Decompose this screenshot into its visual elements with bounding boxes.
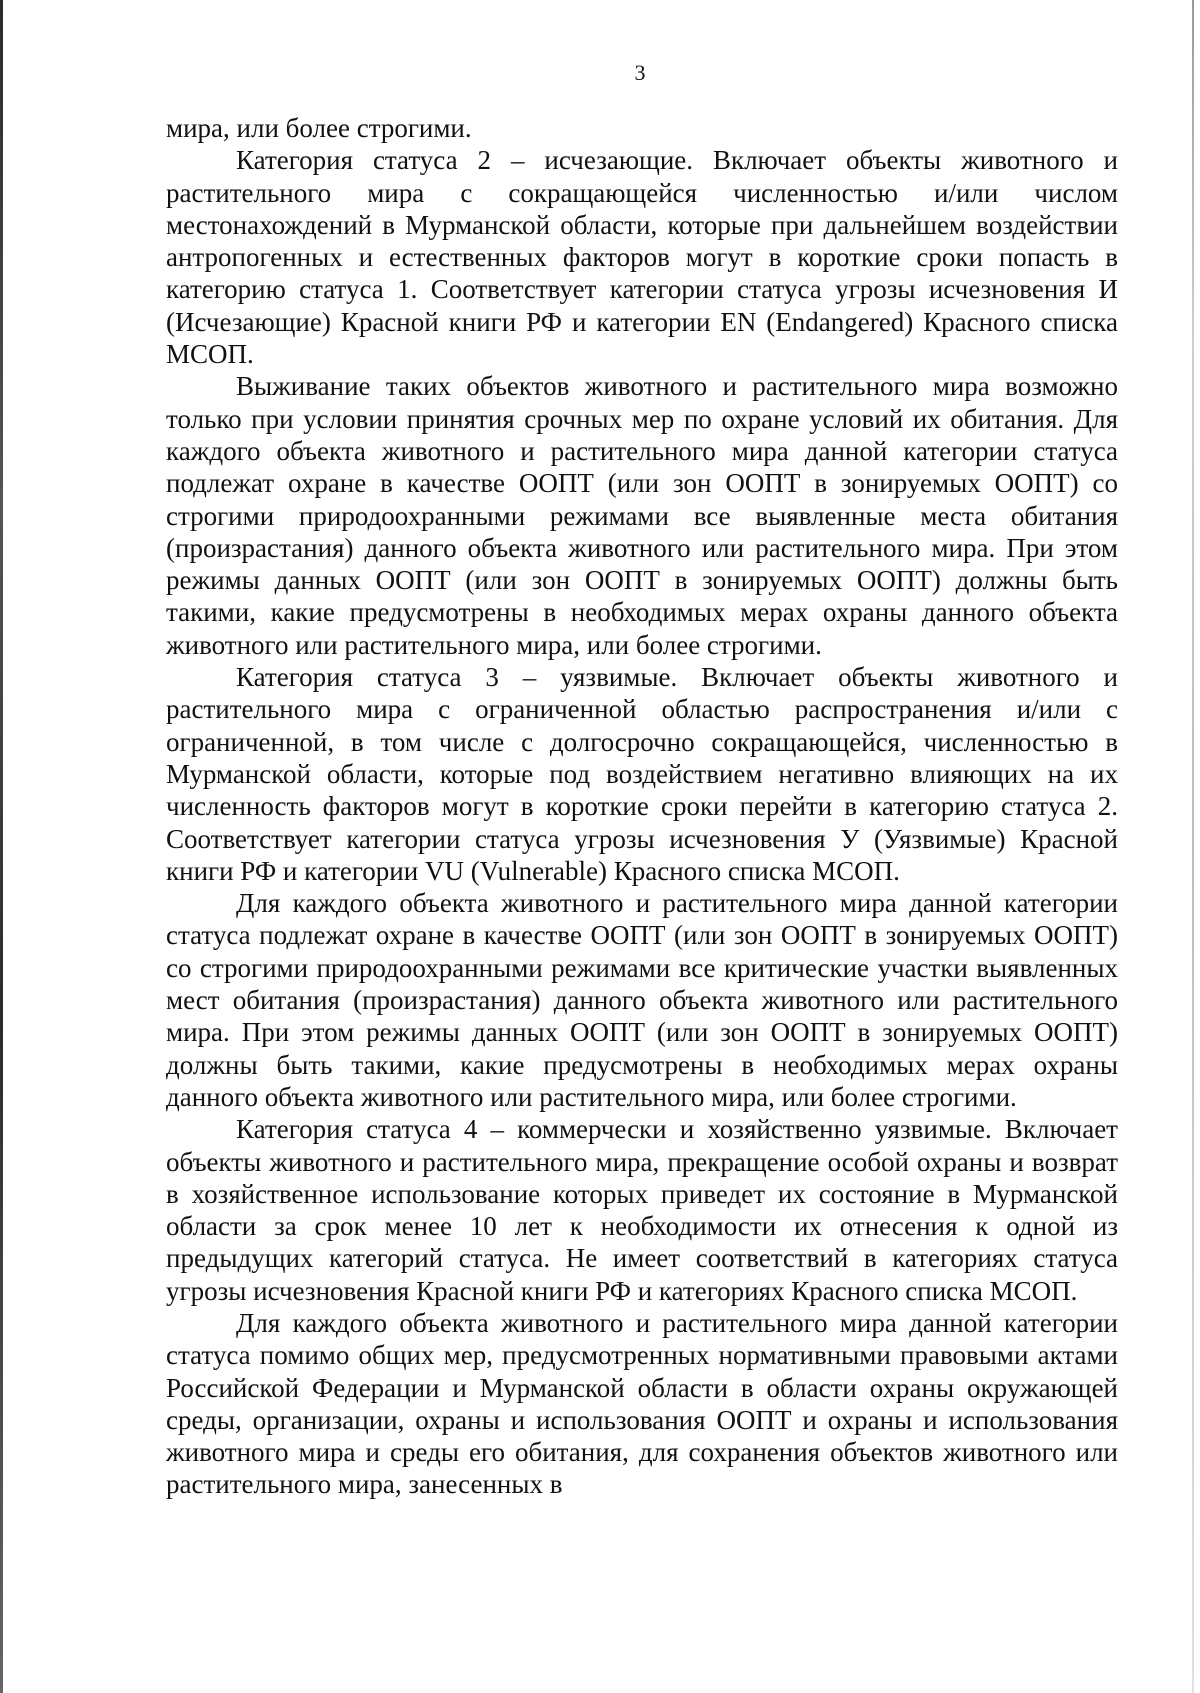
paragraph: Категория статуса 2 – исчезающие. Включает объекты животного и растительного мира с сокращающейся численностью и/или числом местонахождений в Мурманской области, которые при дальнейшем воздействии антропогенных и естественных факторов могут в короткие сроки попасть в категорию статуса 1. Соответствует категории статуса угрозы исчезновения И (Исчезающие) Красной книги РФ и категории EN (Endangered) Красного списка МСОП. bbox=[166, 145, 1118, 370]
document-body bbox=[166, 112, 1118, 1501]
paragraph: Для каждого объекта животного и растительного мира данной категории статуса подлежат охране в качестве ООПТ (или зон ООПТ в зонируемых ООПТ) со строгими природоохранными режимами все критические участки выявленных мест обитания (произрастания) данного объекта животного или растительного мира. При этом режимы данных ООПТ (или зон ООПТ в зонируемых ООПТ) должны быть такими, какие предусмотрены в необходимых мерах охраны данного объекта животного или растительного мира, или более строгими. bbox=[166, 888, 1118, 1112]
paragraph: Категория статуса 3 – уязвимые. Включает объекты животного и растительного мира с ограниченной областью распространения и/или с ограниченной, в том числе с долгосрочно сокращающейся, численностью в Мурманской области, которые под воздействием негативно влияющих на их численность факторов могут в короткие сроки перейти в категорию статуса 2. Соответствует категории статуса угрозы исчезновения У (Уязвимые) Красной книги РФ и категории VU (Vulnerable) Красного списка МСОП. bbox=[166, 662, 1118, 886]
paragraph: Выживание таких объектов животного и растительного мира возможно только при условии принятия срочных мер по охране условий их обитания. Для каждого объекта животного и растительного мира данной категории статуса подлежат охране в качестве ООПТ (или зон ООПТ в зонируемых ООПТ) со строгими природоохранными режимами все выявленные места обитания (произрастания) данного объекта животного или растительного мира. При этом режимы данных ООПТ (или зон ООПТ в зонируемых ООПТ) должны быть такими, какие предусмотрены в необходимых мерах охраны данного объекта животного или растительного мира, или более строгими. bbox=[166, 371, 1118, 660]
page-number: 3 bbox=[634, 60, 646, 85]
paragraph: Для каждого объекта животного и растительного мира данной категории статуса помимо общих мер, предусмотренных нормативными правовыми актами Российской Федерации и Мурманской области в области охраны окружающей среды, организации, охраны и использования ООПТ и охраны и использования животного мира и среды его обитания, для сохранения объектов животного или растительного мира, занесенных в bbox=[166, 1307, 1118, 1500]
scan-edge-left bbox=[0, 0, 3, 1693]
paragraph: мира, или более строгими. bbox=[166, 113, 472, 143]
paragraph: Категория статуса 4 – коммерчески и хозяйственно уязвимые. Включает объекты животного и растительного мира, прекращение особой охраны и возврат в хозяйственное использование которых приведет их состояние в Мурманской области за срок менее 10 лет к необходимости их отнесения к одной из предыдущих категорий статуса. Не имеет соответствий в категориях статуса угрозы исчезновения Красной книги РФ и категориях Красного списка МСОП. bbox=[166, 1114, 1118, 1306]
scan-edge-right bbox=[1192, 0, 1194, 1693]
